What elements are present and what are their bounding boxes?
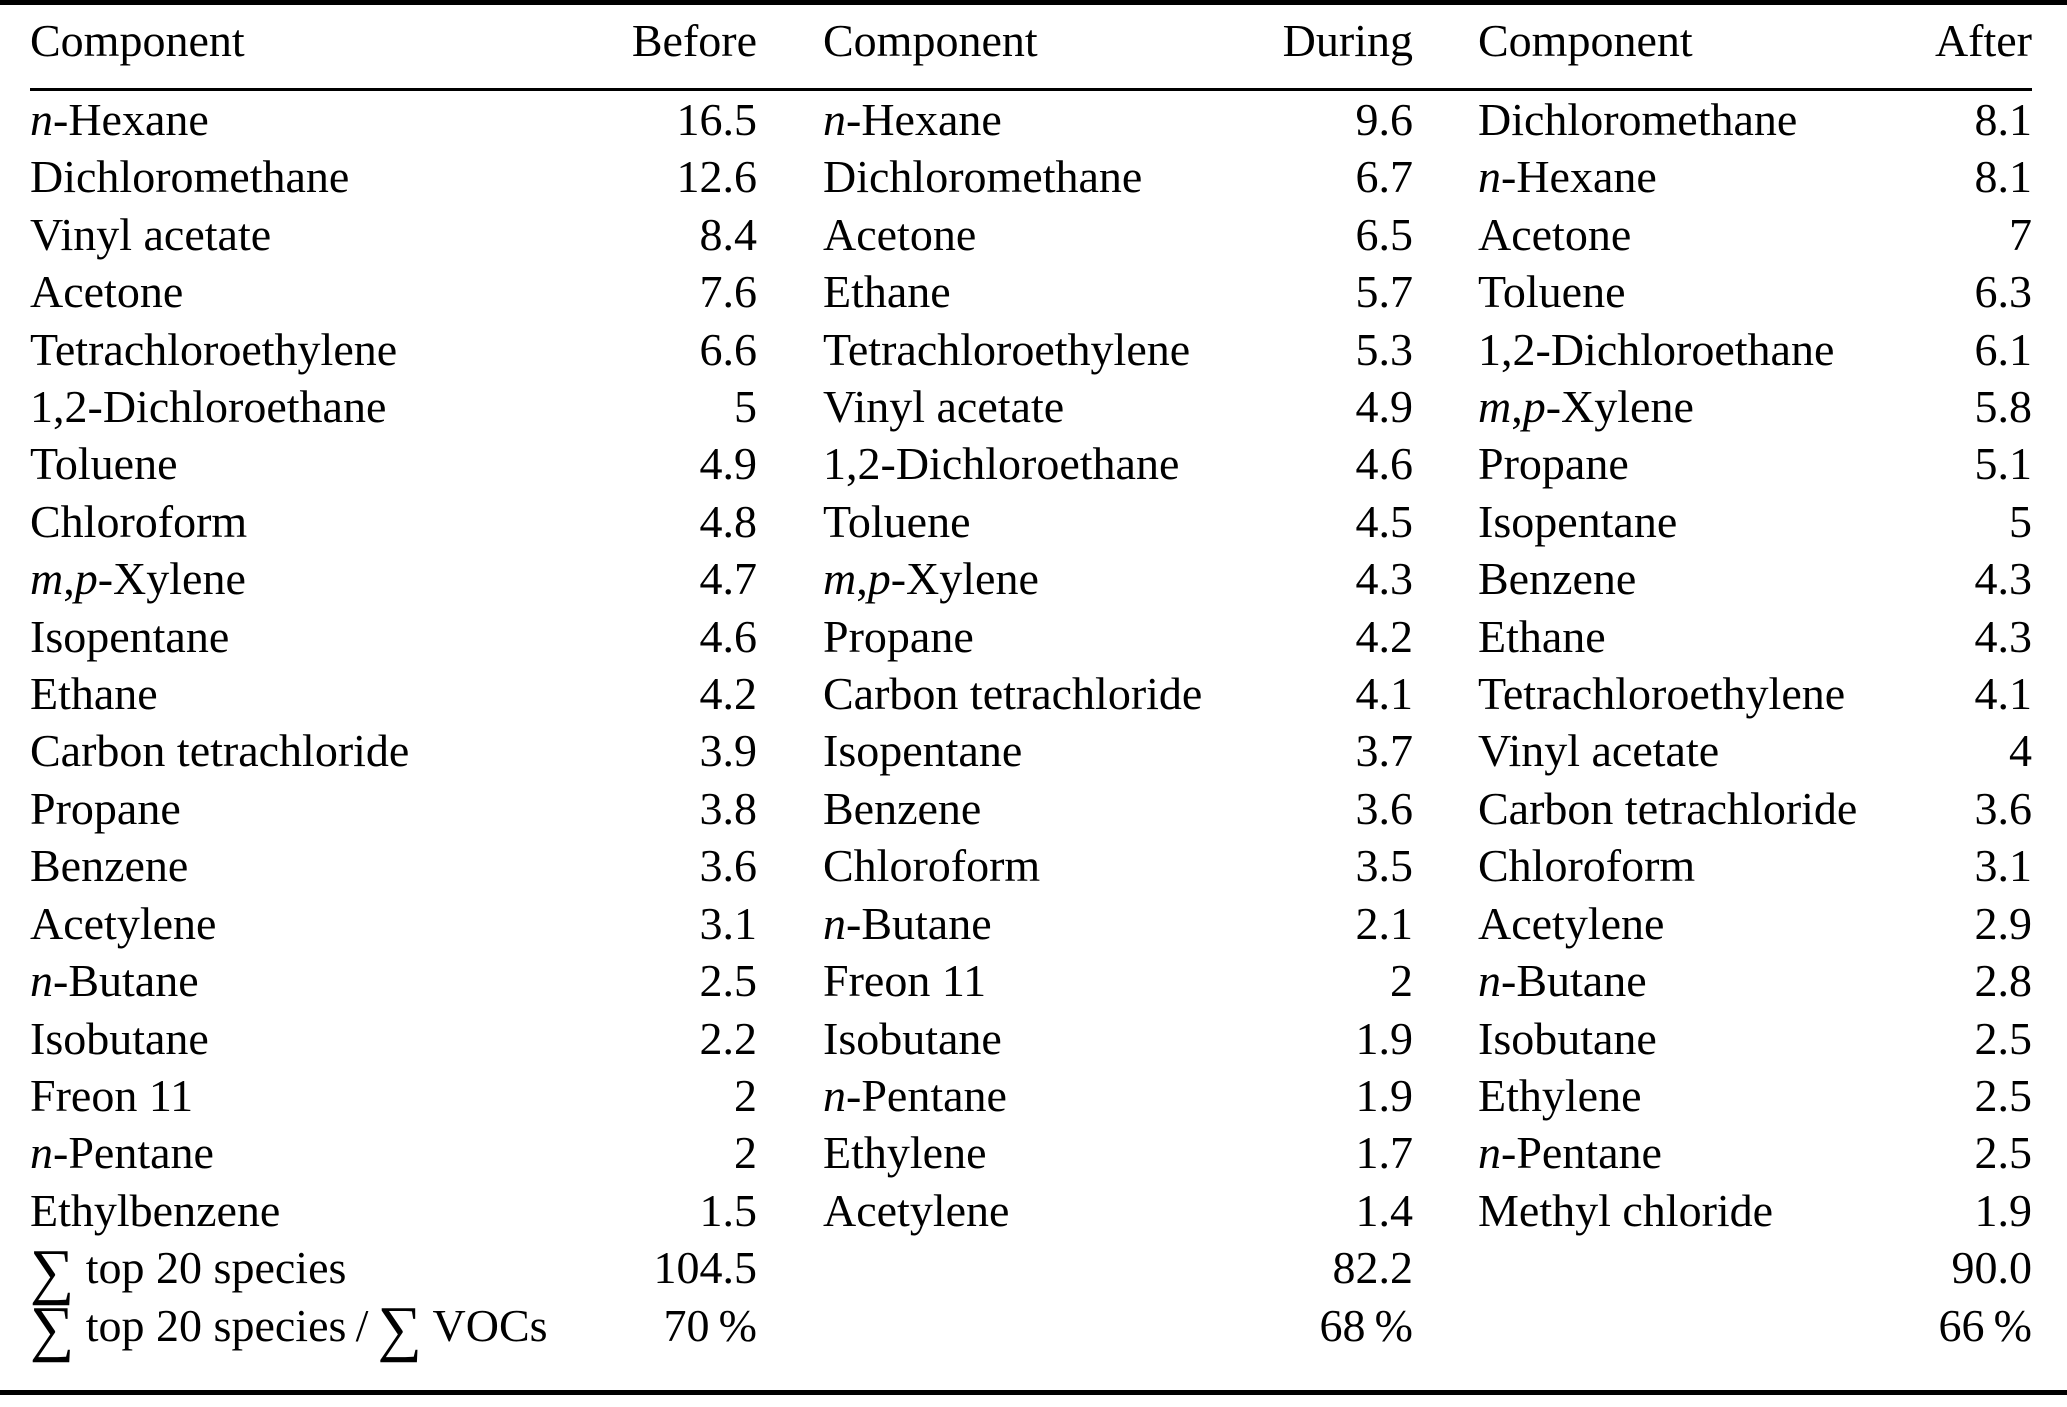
column-gap [757,837,823,894]
column-gap [1413,608,1478,665]
component-cell: Benzene [1478,553,1637,605]
component-cell: Ethylene [1478,1069,1642,1121]
value-cell: 2 [734,1069,757,1121]
component-cell: Acetone [30,266,184,318]
voc-table [30,5,2032,1364]
species-row [30,435,2032,492]
species-row [30,1067,2032,1124]
table-header [30,5,2032,90]
column-gap [757,90,823,149]
column-gap [1413,148,1478,205]
column-header-after: After [1890,5,2032,90]
component-cell: Isopentane [1478,495,1678,547]
species-row [30,378,2032,435]
value-cell: 2.5 [1974,1127,2032,1179]
component-cell: Isopentane [823,725,1023,777]
component-cell: Tetrachloroethylene [30,323,398,375]
species-row [30,665,2032,722]
value-cell: 4.7 [699,553,757,605]
value-cell: 2.5 [1974,1069,2032,1121]
column-gap [1413,1297,1478,1354]
component-cell: Toluene [823,495,971,547]
column-gap [1413,378,1478,435]
column-gap [1413,435,1478,492]
component-cell [1478,1297,1890,1354]
component-cell: Vinyl acetate [30,208,272,260]
column-gap [1413,722,1478,779]
column-gap [757,206,823,263]
value-cell: 6.7 [1355,151,1413,203]
column-gap [1413,1239,1478,1296]
component-cell: Carbon tetrachloride [1478,782,1858,834]
value-cell: 90.0 [1951,1242,2032,1294]
value-cell: 8.4 [699,208,757,260]
column-header-during: During [1260,5,1413,90]
value-cell: 3.9 [699,725,757,777]
column-gap [757,1239,823,1296]
column-gap [757,608,823,665]
component-cell: 1,2-Dichloroethane [30,381,387,433]
value-cell: 4.3 [1355,553,1413,605]
column-gap [757,321,823,378]
component-cell: Dichloromethane [1478,94,1798,145]
value-cell: 2.8 [1974,955,2032,1007]
component-cell: Benzene [823,782,982,834]
column-gap [757,378,823,435]
component-cell: Benzene [30,840,189,892]
column-gap [757,722,823,779]
species-row [30,952,2032,1009]
column-gap [757,550,823,607]
table-body [30,90,2032,1364]
component-cell: Ethane [1478,610,1606,662]
column-gap [1413,1067,1478,1124]
value-cell: 2 [734,1127,757,1179]
value-cell: 5.3 [1355,323,1413,375]
species-row [30,1010,2032,1067]
column-gap [757,148,823,205]
component-cell: ∑ top 20 species / ∑ VOCs [30,1295,548,1364]
value-cell: 4.6 [1355,438,1413,490]
value-cell: 1.9 [1355,1012,1413,1064]
component-cell: Propane [30,782,181,834]
value-cell: 3.6 [699,840,757,892]
component-cell: Toluene [1478,266,1626,318]
species-row [30,895,2032,952]
component-cell: Dichloromethane [823,151,1143,203]
value-cell: 9.6 [1355,94,1413,145]
species-row [30,493,2032,550]
component-cell: Toluene [30,438,178,490]
column-gap [1413,1182,1478,1239]
value-cell: 4.1 [1974,668,2032,720]
species-row [30,722,2032,779]
component-cell: ∑ top 20 species [30,1237,347,1306]
component-cell: n-Hexane [1478,151,1657,203]
species-row [30,780,2032,837]
component-cell: Acetone [823,208,977,260]
value-cell: 4.2 [1355,610,1413,662]
value-cell: 4.5 [1355,495,1413,547]
column-gap [1413,5,1478,90]
value-cell: 2.5 [1974,1012,2032,1064]
value-cell: 2 [1390,955,1413,1007]
column-header-component-2: Component [823,5,1260,90]
component-cell: n-Pentane [823,1069,1007,1121]
column-header-component-1: Component [30,5,470,90]
value-cell: 4.2 [699,668,757,720]
component-cell: Ethylene [823,1127,987,1179]
component-cell: Chloroform [1478,840,1696,892]
value-cell: 6.1 [1974,323,2032,375]
component-cell: Carbon tetrachloride [823,668,1203,720]
column-gap [757,1124,823,1181]
value-cell: 8.1 [1974,94,2032,145]
value-cell: 2.5 [699,955,757,1007]
component-cell: Tetrachloroethylene [823,323,1191,375]
species-row [30,90,2032,149]
species-row [30,148,2032,205]
component-cell: Carbon tetrachloride [30,725,410,777]
value-cell: 1.7 [1355,1127,1413,1179]
value-cell: 3.1 [1974,840,2032,892]
value-cell: 5.8 [1974,381,2032,433]
component-cell: Propane [823,610,974,662]
value-cell: 5 [734,381,757,433]
component-cell: 1,2-Dichloroethane [1478,323,1835,375]
header-row [30,5,2032,90]
column-gap [757,493,823,550]
component-cell: Isobutane [30,1012,209,1064]
component-cell: Isopentane [30,610,230,662]
value-cell: 2.2 [699,1012,757,1064]
column-gap [1413,780,1478,837]
component-cell: 1,2-Dichloroethane [823,438,1180,490]
component-cell: Vinyl acetate [823,381,1065,433]
value-cell: 70 % [663,1299,757,1351]
column-gap [1413,90,1478,149]
column-gap [757,1067,823,1124]
species-row [30,206,2032,263]
species-row [30,321,2032,378]
column-gap [757,1297,823,1354]
value-cell: 1.5 [699,1184,757,1236]
value-cell: 104.5 [653,1242,757,1294]
column-header-before: Before [470,5,757,90]
summary-row [30,1297,2032,1354]
value-cell: 4 [2009,725,2032,777]
component-cell: Methyl chloride [1478,1184,1774,1236]
value-cell: 6.5 [1355,208,1413,260]
column-gap [757,263,823,320]
component-cell: m,p-Xylene [30,553,246,605]
value-cell: 4.3 [1974,553,2032,605]
component-cell [823,1239,1260,1296]
value-cell: 3.6 [1974,782,2032,834]
value-cell: 5.1 [1974,438,2032,490]
component-cell: Isobutane [823,1012,1002,1064]
value-cell: 6.6 [699,323,757,375]
value-cell: 4.9 [699,438,757,490]
column-gap [757,1010,823,1067]
component-cell: Freon 11 [823,955,987,1007]
component-cell: Tetrachloroethylene [1478,668,1846,720]
value-cell: 16.5 [676,94,757,145]
component-cell: Dichloromethane [30,151,350,203]
component-cell: Acetylene [1478,897,1665,949]
column-gap [1413,321,1478,378]
component-cell: Acetylene [30,897,217,949]
column-gap [1413,1124,1478,1181]
species-row [30,608,2032,665]
value-cell: 4.1 [1355,668,1413,720]
value-cell: 4.8 [699,495,757,547]
value-cell: 68 % [1319,1299,1413,1351]
value-cell: 1.9 [1355,1069,1413,1121]
value-cell: 3.5 [1355,840,1413,892]
component-cell: Chloroform [823,840,1041,892]
column-gap [757,895,823,952]
component-cell: n-Butane [1478,955,1647,1007]
species-row [30,1124,2032,1181]
component-cell: n-Hexane [30,94,209,145]
column-gap [757,435,823,492]
column-gap [1413,550,1478,607]
species-row [30,837,2032,894]
value-cell: 4.3 [1974,610,2032,662]
component-cell: n-Butane [30,955,199,1007]
value-cell: 5.7 [1355,266,1413,318]
component-cell: Propane [1478,438,1629,490]
column-gap [1413,1010,1478,1067]
column-gap [1413,837,1478,894]
column-gap [1413,665,1478,722]
value-cell: 12.6 [676,151,757,203]
value-cell: 1.9 [1974,1184,2032,1236]
value-cell: 2.1 [1355,897,1413,949]
value-cell: 3.7 [1355,725,1413,777]
component-cell: m,p-Xylene [823,553,1039,605]
value-cell: 66 % [1938,1299,2032,1351]
column-header-component-3: Component [1478,5,1890,90]
column-gap [757,780,823,837]
column-gap [757,952,823,1009]
value-cell: 8.1 [1974,151,2032,203]
column-gap [757,665,823,722]
component-cell: n-Butane [823,897,992,949]
value-cell: 5 [2009,495,2032,547]
component-cell [1478,1239,1890,1296]
value-cell: 7.6 [699,266,757,318]
summary-row [30,1239,2032,1296]
value-cell: 82.2 [1332,1242,1413,1294]
component-cell: n-Pentane [1478,1127,1662,1179]
component-cell: Acetylene [823,1184,1010,1236]
value-cell: 6.3 [1974,266,2032,318]
component-cell: Ethane [30,668,158,720]
column-gap [757,5,823,90]
component-cell: Chloroform [30,495,248,547]
component-cell: m,p-Xylene [1478,381,1694,433]
value-cell: 3.1 [699,897,757,949]
value-cell: 2.9 [1974,897,2032,949]
column-gap [757,1182,823,1239]
component-cell: n-Hexane [823,94,1002,145]
value-cell: 4.6 [699,610,757,662]
value-cell: 3.6 [1355,782,1413,834]
column-gap [1413,952,1478,1009]
component-cell: Acetone [1478,208,1632,260]
value-cell: 3.8 [699,782,757,834]
column-gap [1413,206,1478,263]
value-cell: 1.4 [1355,1184,1413,1236]
component-cell: Ethylbenzene [30,1184,281,1236]
component-cell [823,1297,1260,1354]
component-cell: Freon 11 [30,1069,194,1121]
column-gap [1413,493,1478,550]
component-cell: n-Pentane [30,1127,214,1179]
component-cell: Ethane [823,266,951,318]
component-cell: Isobutane [1478,1012,1657,1064]
species-row [30,550,2032,607]
column-gap [1413,895,1478,952]
column-gap [1413,263,1478,320]
species-row [30,263,2032,320]
value-cell: 4.9 [1355,381,1413,433]
species-row [30,1182,2032,1239]
value-cell: 7 [2009,208,2032,260]
component-cell: Vinyl acetate [1478,725,1720,777]
